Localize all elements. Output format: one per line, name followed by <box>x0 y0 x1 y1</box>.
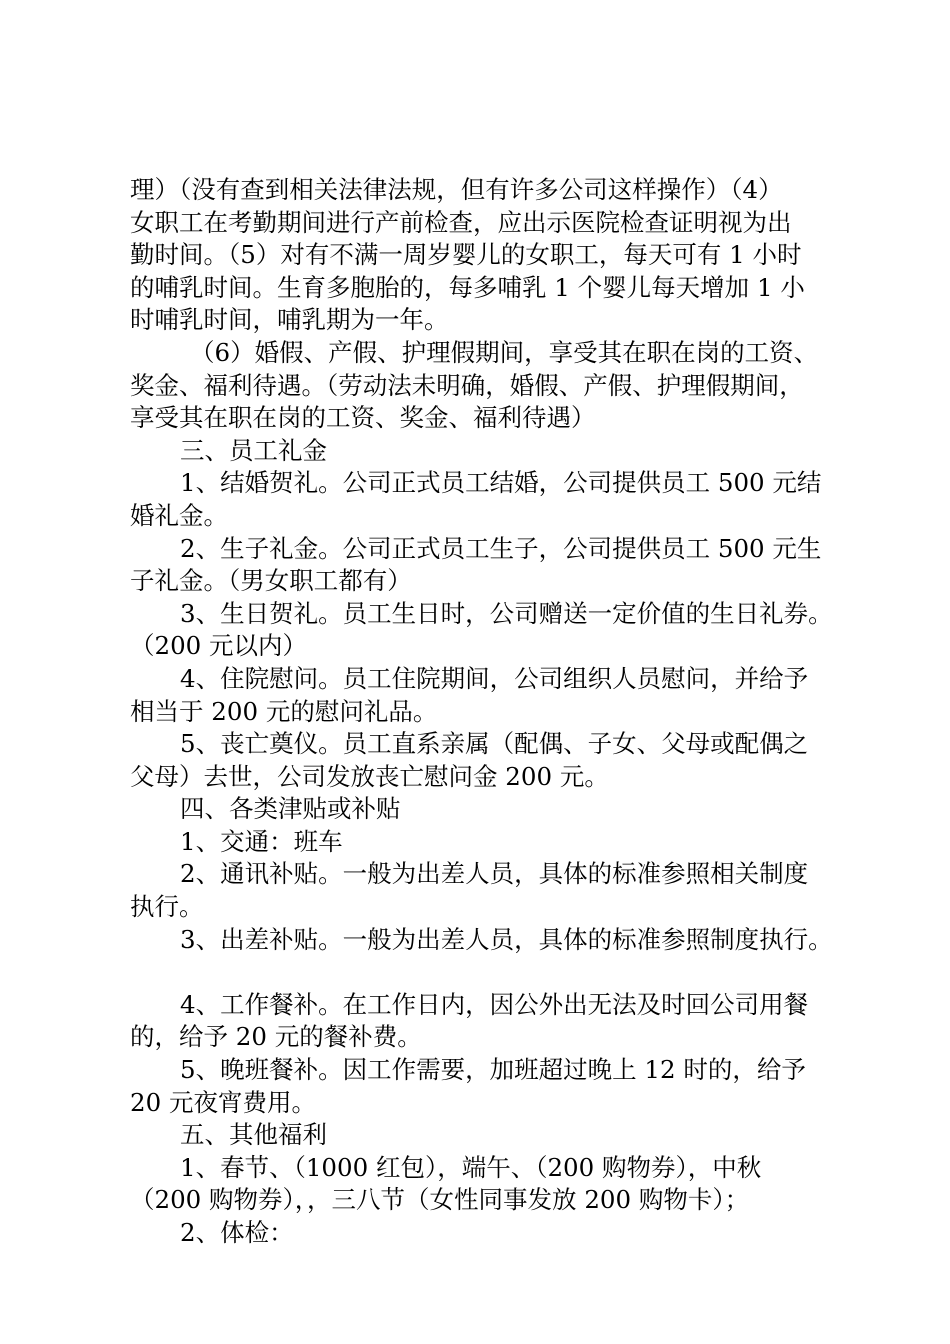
list-item: 2、通讯补贴。一般为出差人员，具体的标准参照相关制度 <box>180 859 809 889</box>
body-line: 奖金、福利待遇。（劳动法未明确，婚假、产假、护理假期间， <box>130 370 804 400</box>
body-line: （200 购物券），，三八节（女性同事发放 200 购物卡）； <box>130 1185 750 1215</box>
body-line: 相当于 200 元的慰问礼品。 <box>130 696 438 726</box>
list-item: 1、结婚贺礼。公司正式员工结婚，公司提供员工 500 元结 <box>180 468 822 498</box>
section-heading: 五、其他福利 <box>180 1120 327 1150</box>
list-item: 5、晚班餐补。因工作需要，加班超过晚上 12 时的，给予 <box>180 1055 806 1085</box>
list-item: 4、工作餐补。在工作日内，因公外出无法及时回公司用餐 <box>180 989 809 1019</box>
body-line: 子礼金。（男女职工都有） <box>130 566 412 596</box>
body-line: 时哺乳时间，哺乳期为一年。 <box>130 305 449 335</box>
blank-line <box>130 956 850 989</box>
body-line: 享受其在职在岗的工资、奖金、福利待遇） <box>130 403 596 433</box>
body-line: 理）（没有查到相关法律法规，但有许多公司这样操作）（4） <box>130 175 783 204</box>
list-item: 2、体检： <box>180 1218 294 1247</box>
body-line: （200 元以内） <box>130 631 308 661</box>
list-item: 3、出差补贴。一般为出差人员，具体的标准参照制度执行。 <box>180 924 833 954</box>
list-item: 4、住院慰问。员工住院期间，公司组织人员慰问，并给予 <box>180 663 809 693</box>
body-line: 20 元夜宵费用。 <box>130 1087 316 1117</box>
body-line: 父母）去世，公司发放丧亡慰问金 200 元。 <box>130 761 609 791</box>
document-body <box>130 174 850 1250</box>
paragraph-line: （6）婚假、产假、护理假期间，享受其在职在岗的工资、 <box>190 337 819 367</box>
body-line: 勤时间。（5）对有不满一周岁婴儿的女职工，每天可有 1 小时 <box>130 240 802 270</box>
body-line: 女职工在考勤期间进行产前检查，应出示医院检查证明视为出 <box>130 207 792 237</box>
list-item: 1、交通：班车 <box>180 826 343 856</box>
body-line: 执行。 <box>130 892 204 922</box>
list-item: 5、丧亡奠仪。员工直系亲属（配偶、子女、父母或配偶之 <box>180 729 809 759</box>
body-line: 的，给予 20 元的餐补费。 <box>130 1022 422 1052</box>
list-item: 2、生子礼金。公司正式员工生子，公司提供员工 500 元生 <box>180 533 822 563</box>
list-item: 1、春节、（1000 红包），端午、（200 购物券），中秋 <box>180 1152 762 1182</box>
list-item: 3、生日贺礼。员工生日时，公司赠送一定价值的生日礼券。 <box>180 598 833 628</box>
body-line: 的哺乳时间。生育多胞胎的，每多哺乳 1 个婴儿每天增加 1 小 <box>130 272 805 302</box>
body-line: 婚礼金。 <box>130 500 228 530</box>
section-heading: 四、各类津贴或补贴 <box>180 794 401 824</box>
section-heading: 三、员工礼金 <box>180 435 327 465</box>
